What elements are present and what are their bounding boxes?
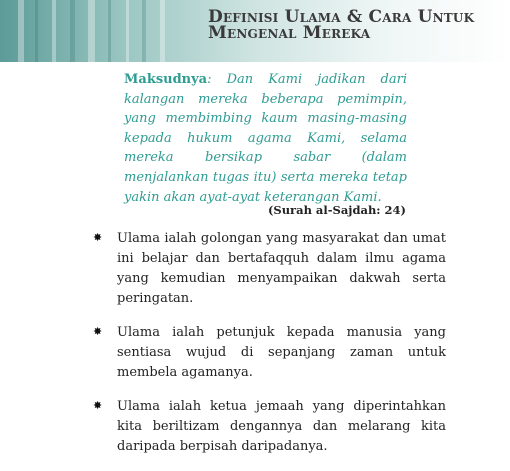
bullet-list — [93, 229, 446, 471]
citation: (Surah al-Sajdah: 24) — [267, 203, 406, 217]
quote-lead: Maksudnya — [124, 72, 208, 87]
star-bullet-icon: ✸ — [93, 325, 103, 338]
page-title — [208, 9, 508, 41]
list-item-text: Ulama ialah ketua jemaah yang diperintahkan kita beriltizam dengannya dan melarang kita daripada berpisah daripadanya. — [117, 399, 446, 454]
list-item-text: Ulama ialah golongan yang masyarakat dan umat ini belajar dan bertafaqquh dalam ilmu agama yang kemudian menyampaikan dakwah serta peringatan. — [117, 231, 446, 306]
list-item — [93, 397, 446, 457]
quote-block — [124, 70, 407, 207]
star-bullet-icon: ✸ — [93, 231, 103, 244]
title-line-1: Definisi Ulama & Cara Untuk — [208, 7, 475, 27]
list-item — [93, 229, 446, 309]
star-bullet-icon: ✸ — [93, 399, 103, 412]
title-line-2: Mengenal Mereka — [208, 23, 371, 43]
quote-text: : Dan Kami jadikan dari kalangan mereka beberapa pemimpin, yang membimbing kaum masing-masing kepada hukum agama Kami, selama mereka bersikap sabar (dalam menjalankan tugas itu) serta mereka tetap yakin akan ayat-ayat keterangan Kami. — [124, 72, 407, 205]
list-item — [93, 323, 446, 383]
header-banner — [0, 0, 510, 62]
list-item-text: Ulama ialah petunjuk kepada manusia yang sentiasa wujud di sepanjang zaman untuk membela agamanya. — [117, 325, 446, 380]
